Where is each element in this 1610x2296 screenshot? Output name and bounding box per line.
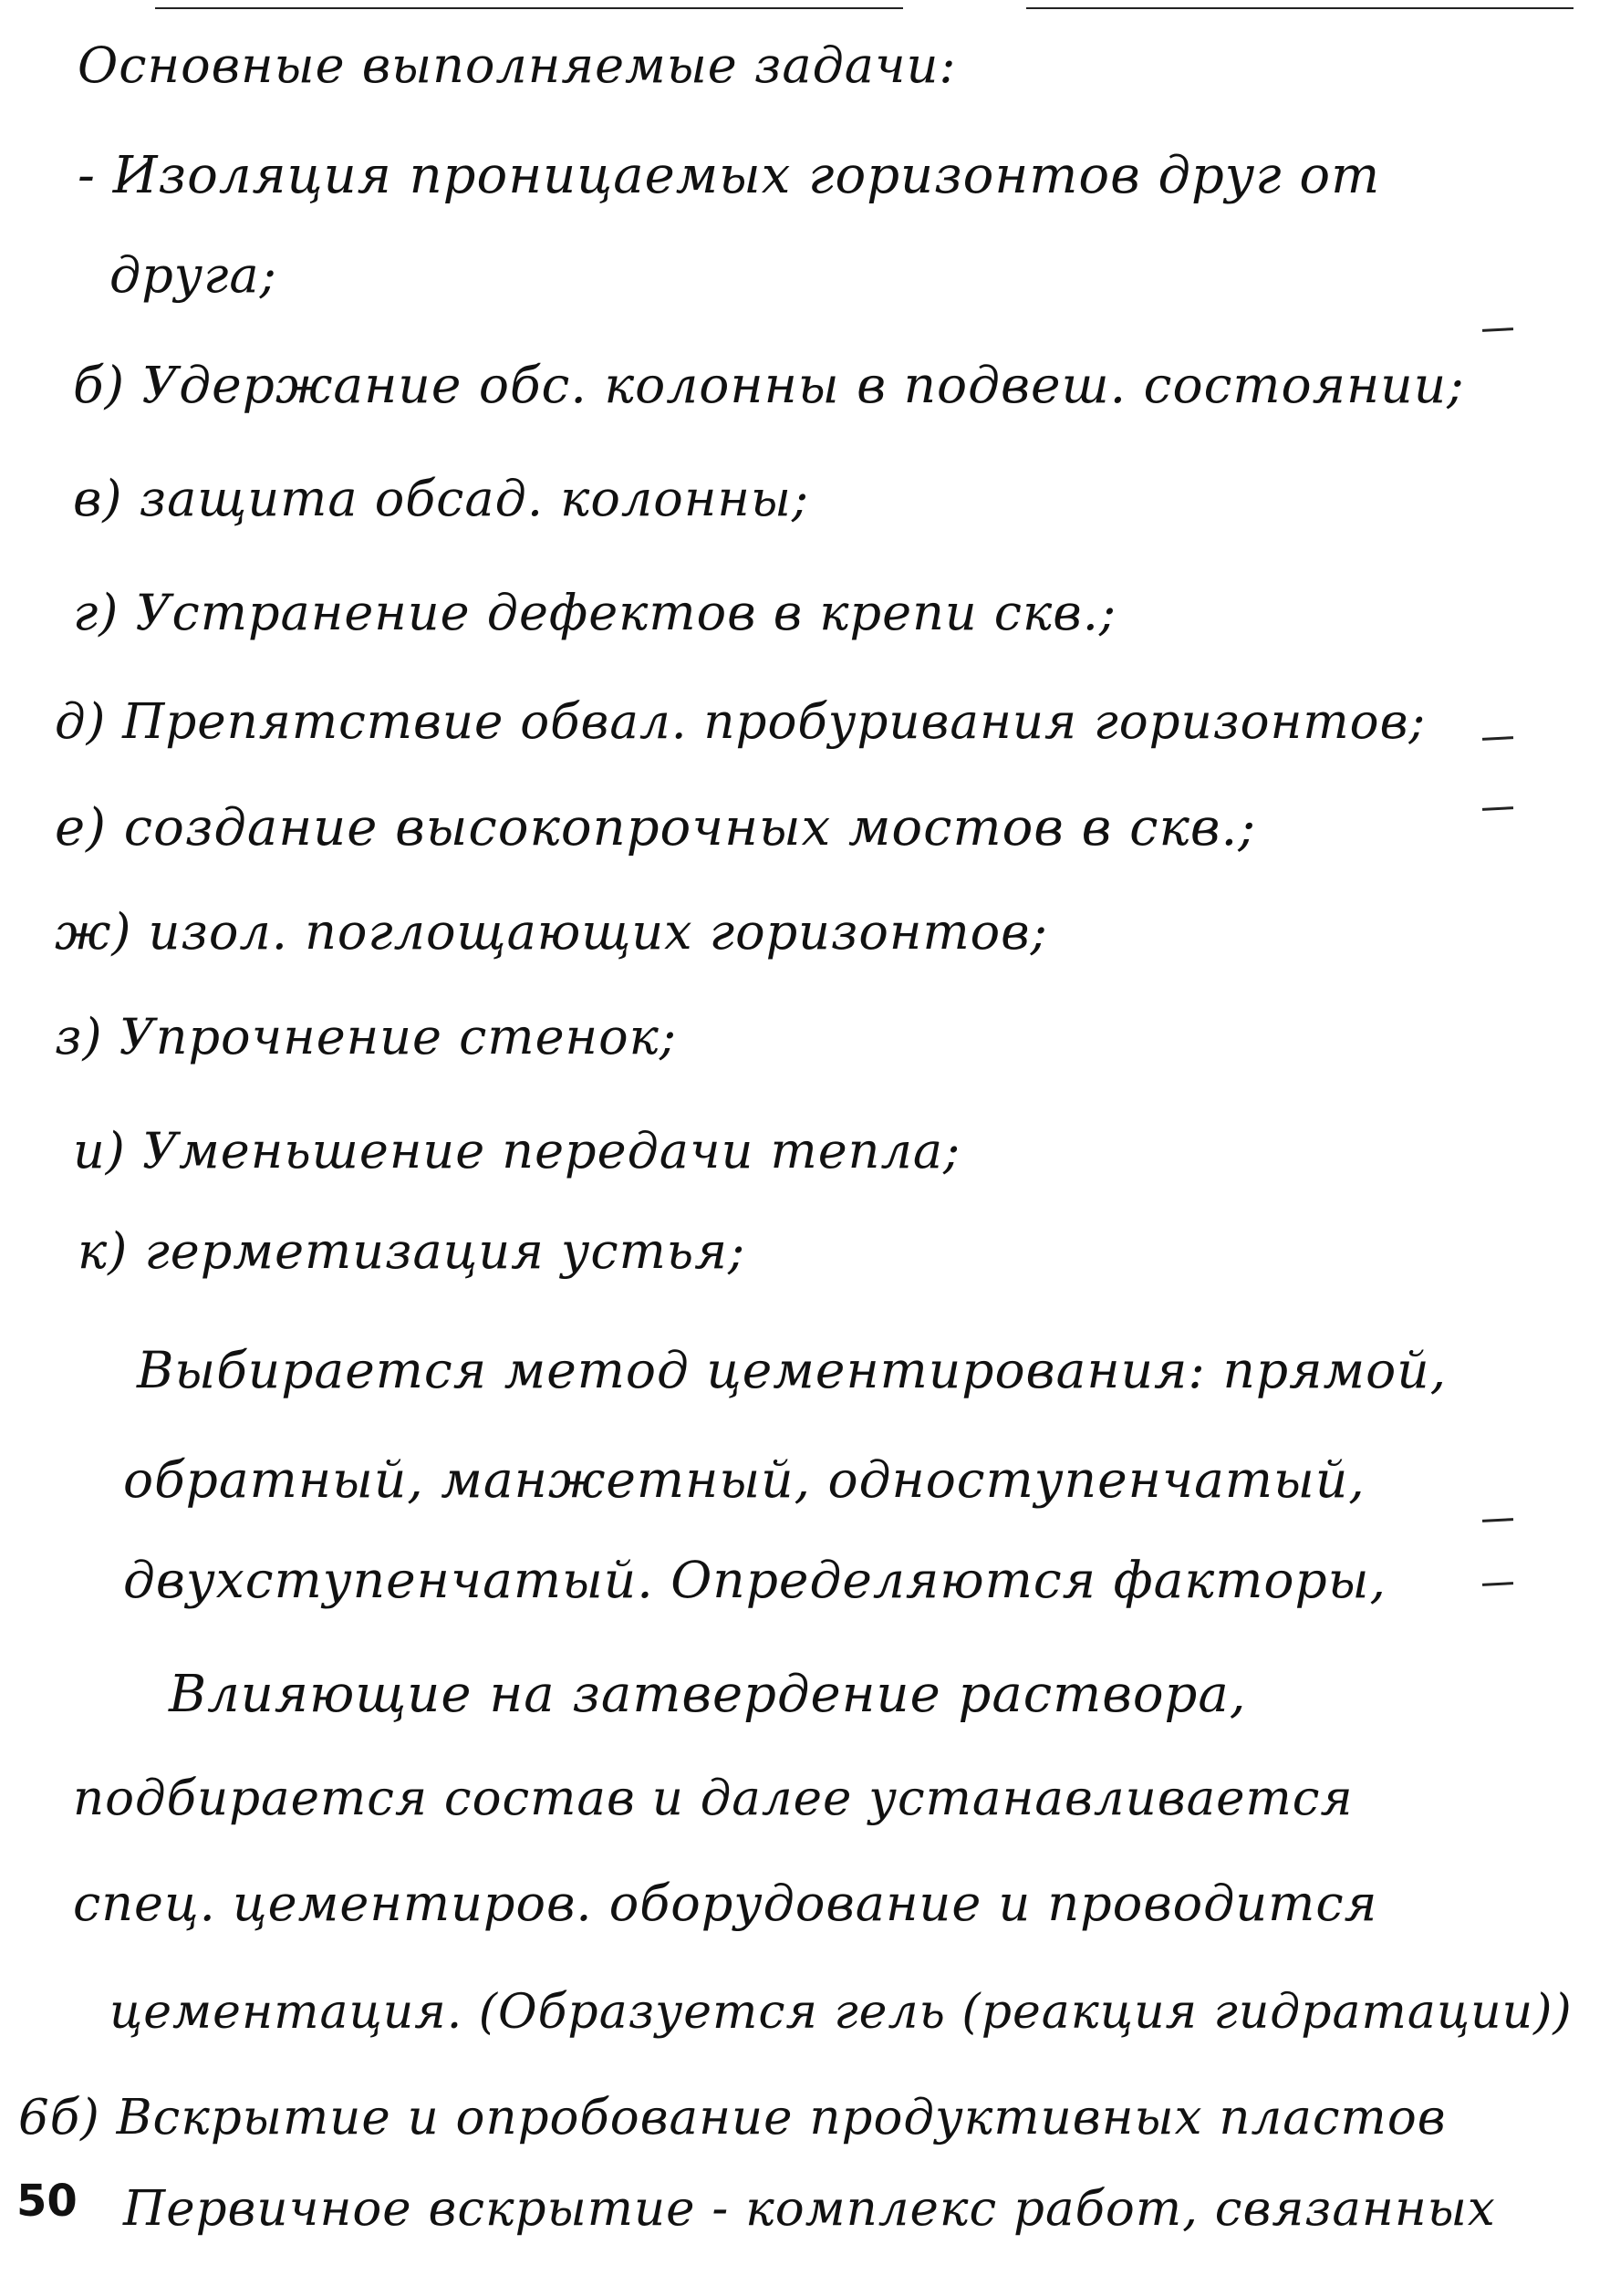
text-line: е) создание высокопрочных мостов в скв.; [55, 798, 1257, 857]
text-line: Первичное вскрытие - комплекс работ, связанных [123, 2181, 1496, 2237]
text-line: - Изоляция проницаемых горизонтов друг от [78, 146, 1381, 205]
top-rule-left [155, 7, 903, 9]
text-line: д) Препятствие обвал. пробуривания горизонтов; [55, 694, 1427, 750]
top-rule-right [1026, 7, 1574, 9]
text-line: Влияющие на затвердение раствора, [169, 1665, 1247, 1724]
text-line: б) Удержание обс. колонны в подвеш. состоянии; [73, 356, 1465, 414]
text-line: Основные выполняемые задачи: [78, 36, 957, 94]
text-line: 6б) Вскрытие и опробование продуктивных пластов [18, 2090, 1447, 2145]
text-line: и) Уменьшение передачи тепла; [73, 1122, 961, 1179]
text-line: ж) изол. поглощающих горизонтов; [55, 903, 1048, 961]
text-line: цементация. (Образуется гель (реакция гидратации)) [109, 1985, 1573, 2040]
text-line: обратный, манжетный, одноступенчатый, [123, 1450, 1366, 1509]
text-line: спец. цементиров. оборудование и проводится [73, 1875, 1378, 1932]
text-line: к) герметизация устья; [78, 1222, 746, 1280]
margin-dash [1482, 736, 1513, 741]
margin-dash [1482, 1518, 1513, 1522]
text-line: двухступенчатый. Определяются факторы, [123, 1551, 1387, 1609]
text-line: г) Устранение дефектов в крепи скв.; [73, 584, 1117, 641]
text-line: в) защита обсад. колонны; [73, 470, 810, 527]
margin-dash [1482, 1582, 1513, 1586]
margin-dash [1482, 327, 1513, 332]
text-line: з) Упрочнение стенок; [55, 1008, 678, 1065]
page-number: 50 [16, 2176, 78, 2227]
margin-dash [1482, 806, 1513, 811]
text-line: Выбирается метод цементирования: прямой, [137, 1341, 1448, 1399]
text-line: подбирается состав и далее устанавливается [73, 1771, 1354, 1826]
text-line: друга; [109, 246, 277, 304]
